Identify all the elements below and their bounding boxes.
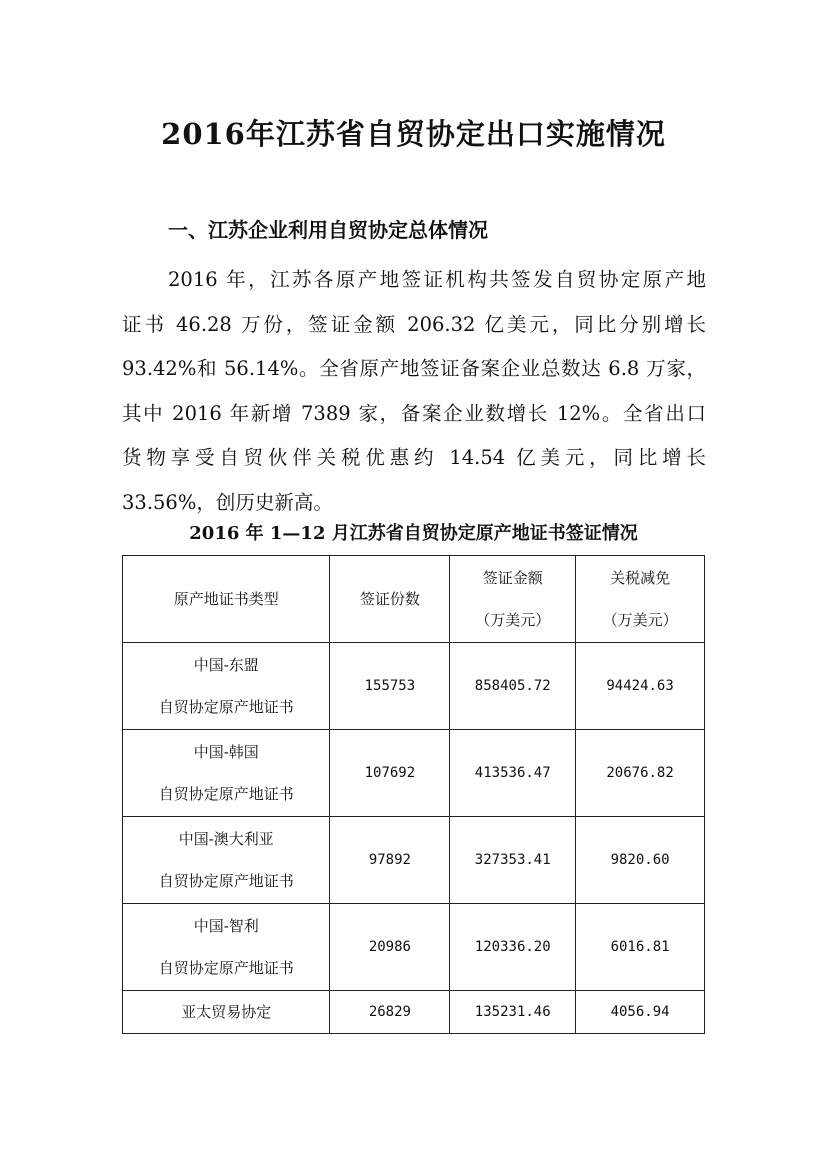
type-line1: 中国-东盟 (193, 656, 259, 674)
cell-type (123, 643, 330, 730)
type-line2: 自贸协定原产地证书 (158, 959, 294, 977)
paragraph-line: 其中 2016 年新增 7389 家，备案企业数增长 12%。全省出口 (122, 401, 706, 425)
header-amount-label: 签证金额 (482, 569, 543, 587)
table-row (123, 730, 705, 817)
type-line1: 中国-韩国 (193, 743, 259, 761)
table-row (123, 817, 705, 904)
header-tariff (576, 556, 705, 643)
cell-type (123, 817, 330, 904)
cell-count: 155753 (330, 643, 450, 730)
cell-count: 26829 (330, 991, 450, 1034)
certificate-table (122, 555, 705, 1034)
header-amount-unit: （万美元） (475, 611, 551, 629)
table-row (123, 643, 705, 730)
cell-count: 97892 (330, 817, 450, 904)
cell-type (123, 730, 330, 817)
cell-tariff: 4056.94 (576, 991, 705, 1034)
cell-type: 亚太贸易协定 (123, 991, 330, 1034)
header-tariff-label: 关税减免 (610, 569, 671, 587)
cell-type (123, 904, 330, 991)
header-count: 签证份数 (330, 556, 450, 643)
cell-tariff: 20676.82 (576, 730, 705, 817)
section-heading: 一、江苏企业利用自贸协定总体情况 (168, 218, 488, 242)
type-line1: 中国-澳大利亚 (178, 830, 274, 848)
type-line2: 自贸协定原产地证书 (158, 785, 294, 803)
paragraph-line: 2016 年，江苏各原产地签证机构共签发自贸协定原产地 (168, 268, 706, 291)
cell-amount: 135231.46 (450, 991, 576, 1034)
table-row (123, 904, 705, 991)
type-line1: 中国-智利 (193, 917, 259, 935)
header-tariff-unit: （万美元） (602, 611, 678, 629)
cell-amount: 858405.72 (450, 643, 576, 730)
cell-count: 107692 (330, 730, 450, 817)
cell-tariff: 6016.81 (576, 904, 705, 991)
document-title: 2016年江苏省自贸协定出口实施情况 (161, 117, 666, 151)
header-amount (450, 556, 576, 643)
cell-count: 20986 (330, 904, 450, 991)
body-paragraph (122, 258, 706, 525)
cell-tariff: 9820.60 (576, 817, 705, 904)
paragraph-line: 33.56%，创历史新高。 (122, 490, 333, 514)
header-type: 原产地证书类型 (123, 556, 330, 643)
cell-tariff: 94424.63 (576, 643, 705, 730)
type-line2: 自贸协定原产地证书 (158, 872, 294, 890)
table-caption: 2016 年 1—12 月江苏省自贸协定原产地证书签证情况 (189, 523, 638, 544)
cell-amount: 120336.20 (450, 904, 576, 991)
table-row (123, 991, 705, 1034)
type-line2: 自贸协定原产地证书 (158, 698, 294, 716)
cell-amount: 413536.47 (450, 730, 576, 817)
paragraph-line: 93.42%和 56.14%。全省原产地签证备案企业总数达 6.8 万家， (122, 357, 706, 380)
table-header-row (123, 556, 705, 643)
cell-amount: 327353.41 (450, 817, 576, 904)
paragraph-line: 货物享受自贸伙伴关税优惠约 14.54 亿美元，同比增长 (122, 446, 706, 469)
paragraph-line: 证书 46.28 万份，签证金额 206.32 亿美元，同比分别增长 (122, 312, 706, 336)
